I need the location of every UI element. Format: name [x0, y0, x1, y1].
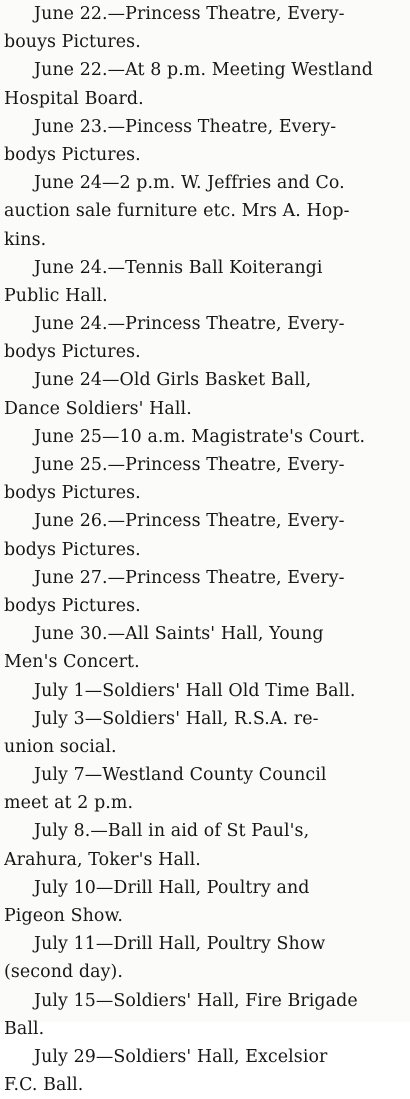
entry-line: July 29—Soldiers' Hall, Excelsior	[34, 1046, 328, 1067]
entry-line: July 11—Drill Hall, Poultry Show	[34, 934, 326, 955]
list-item	[4, 817, 406, 873]
entry-line: July 10—Drill Hall, Poultry and	[34, 877, 310, 898]
entry-line: June 24—Old Girls Basket Ball,	[34, 370, 312, 391]
entry-line: June 25.—Princess Theatre, Every-	[34, 455, 345, 475]
entry-line: meet at 2 p.m.	[4, 793, 134, 814]
list-item	[4, 1043, 406, 1099]
entry-line: Dance Soldiers' Hall.	[4, 398, 192, 419]
list-item	[4, 451, 406, 507]
entry-line: F.C. Ball.	[4, 1075, 84, 1096]
entry-line: bodys Pictures.	[4, 483, 141, 504]
entry-line: June 25—10 a.m. Magistrate's Court.	[34, 426, 366, 447]
entry-line: June 26.—Princess Theatre, Every-	[34, 511, 345, 532]
entry-line: bodys Pictures.	[4, 539, 141, 560]
list-item	[4, 366, 406, 422]
list-item	[4, 620, 406, 676]
entry-line: July 8.—Ball in aid of St Paul's,	[34, 821, 310, 842]
list-item	[4, 564, 406, 620]
list-item	[4, 113, 406, 169]
entry-line: bodys Pictures.	[4, 595, 141, 616]
entry-line: union social.	[4, 736, 117, 757]
list-item	[4, 507, 406, 563]
list-item	[4, 0, 406, 56]
entry-line: (second day).	[4, 962, 124, 983]
entry-line: Pigeon Show.	[4, 906, 124, 926]
list-item	[4, 310, 406, 366]
entry-line: kins.	[4, 229, 47, 250]
entry-line: July 1—Soldiers' Hall Old Time Ball.	[34, 680, 356, 701]
entry-line: bouys Pictures.	[4, 32, 141, 53]
entry-line: bodys Pictures.	[4, 342, 141, 363]
entry-line: July 3—Soldiers' Hall, R.S.A. re-	[34, 708, 319, 729]
entry-line: Ball.	[4, 1018, 45, 1039]
entry-line: June 24—2 p.m. W. Jeffries and Co.	[34, 173, 345, 194]
entry-line: June 23.—Pincess Theatre, Every-	[34, 116, 337, 137]
list-item	[4, 169, 406, 254]
list-item	[4, 254, 406, 310]
entry-line: July 15—Soldiers' Hall, Fire Brigade	[34, 990, 358, 1011]
entry-line: Public Hall.	[4, 285, 108, 306]
list-item	[4, 761, 406, 817]
entry-line: July 7—Westland County Council	[34, 765, 327, 786]
entry-line: auction sale furniture etc. Mrs A. Hop-	[4, 201, 350, 222]
list-item	[4, 423, 406, 451]
list-item	[4, 874, 406, 930]
entry-line: June 27.—Princess Theatre, Every-	[34, 567, 345, 588]
entry-line: June 22.—Princess Theatre, Every-	[34, 4, 345, 24]
list-item	[4, 56, 406, 112]
list-item	[4, 677, 406, 705]
entry-line: June 30.—All Saints' Hall, Young	[34, 624, 324, 645]
entry-line: June 22.—At 8 p.m. Meeting Westland	[34, 60, 374, 81]
entry-line: June 24.—Princess Theatre, Every-	[34, 314, 345, 335]
entry-line: Men's Concert.	[4, 652, 140, 673]
entry-line: Hospital Board.	[4, 88, 144, 109]
list-item	[4, 987, 406, 1043]
entry-line: bodys Pictures.	[4, 144, 141, 165]
entry-line: June 24.—Tennis Ball Koiterangi	[34, 257, 323, 278]
entry-line: Arahura, Toker's Hall.	[4, 849, 201, 870]
list-item	[4, 705, 406, 761]
list-item	[4, 930, 406, 986]
